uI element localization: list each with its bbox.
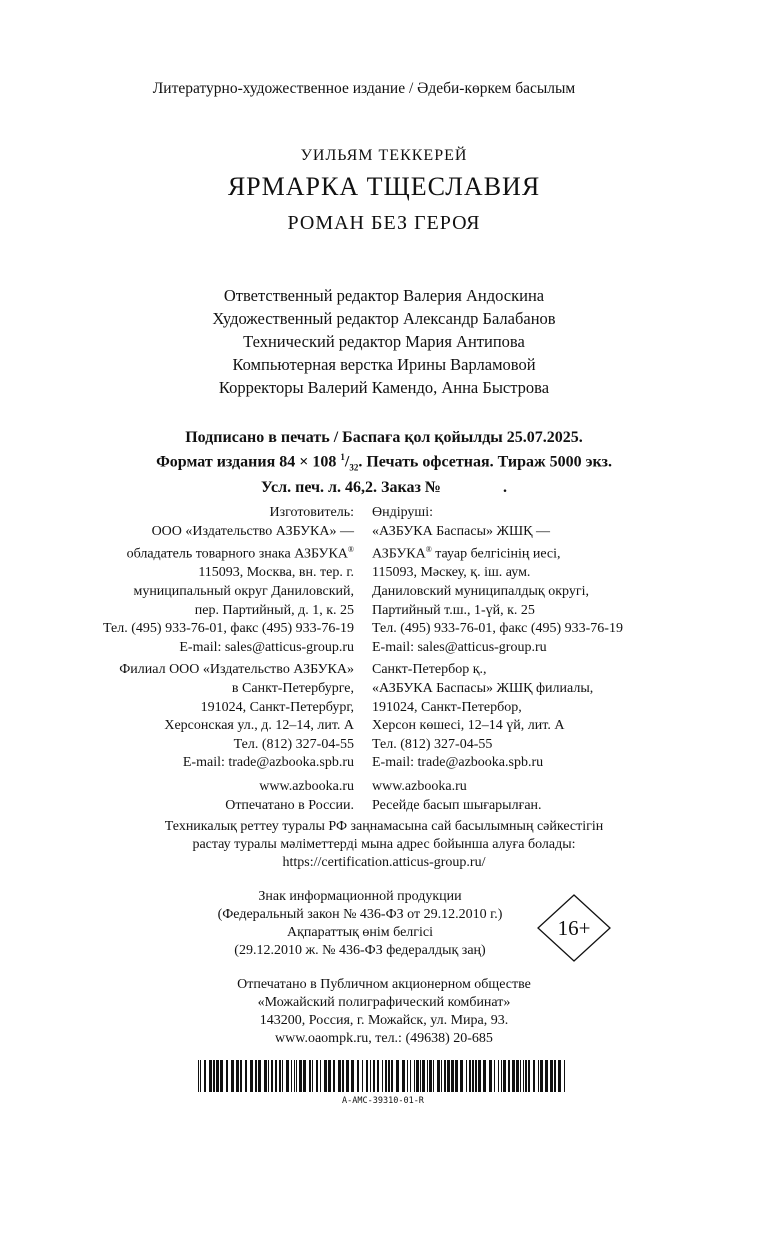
age-sign-text: [160, 888, 560, 960]
printer-line: www.oaompk.ru, тел.: (49638) 20-685: [275, 1031, 493, 1046]
barcode-bar: [385, 1060, 387, 1092]
barcode-bar: [429, 1060, 432, 1092]
barcode-bar: [503, 1060, 506, 1092]
barcode-bar: [466, 1060, 467, 1092]
cert-line: растау туралы мәліметтерді мына адрес бойынша алуға болады:: [192, 837, 576, 852]
barcode-bar: [388, 1060, 390, 1092]
barcode-bar: [351, 1060, 354, 1092]
barcode-icon: [198, 1060, 568, 1092]
barcode-bar: [245, 1060, 247, 1092]
barcode-bar: [231, 1060, 234, 1092]
barcode-bar: [271, 1060, 273, 1092]
barcode-bar: [427, 1060, 428, 1092]
credit-line: Корректоры Валерий Камендо, Анна Быстрова: [218, 378, 550, 397]
barcode-bar: [508, 1060, 510, 1092]
edition-type: Литературно-художественное издание / Әдеби-көркем басылым: [152, 80, 576, 97]
printed-in: Ресейде басып шығарылған.: [372, 797, 542, 813]
barcode-bar: [291, 1060, 292, 1092]
barcode-bar: [200, 1060, 201, 1092]
barcode-bar: [489, 1060, 492, 1092]
barcode-bar: [255, 1060, 257, 1092]
sign-line: (Федеральный закон № 436-ФЗ от 29.12.2010 г.): [217, 907, 503, 922]
barcode-bar: [460, 1060, 463, 1092]
barcode-bar: [366, 1060, 368, 1092]
book-subtitle: РОМАН БЕЗ ГЕРОЯ: [287, 212, 481, 234]
barcode-bar: [338, 1060, 341, 1092]
cert-line: Техникалық реттеу туралы РФ заңнамасына сай басылымның сәйкестігін: [164, 819, 604, 834]
barcode-bar: [469, 1060, 471, 1092]
branch-line: Санкт-Петербор қ.,: [372, 662, 487, 678]
printer-line: Отпечатано в Публичном акционерном обществе: [237, 977, 531, 992]
branch-line: E-mail: trade@azbooka.spb.ru: [372, 755, 544, 771]
barcode-bar: [564, 1060, 565, 1092]
barcode-bar: [279, 1060, 281, 1092]
address-line: 115093, Москва, вн. тер. г.: [198, 565, 354, 581]
barcode-bar: [258, 1060, 261, 1092]
address-line: Партийный т.ш., 1-үй, к. 25: [372, 602, 535, 618]
phone-line: Тел. (495) 933-76-01, факс (495) 933-76-19: [103, 621, 354, 637]
barcode-bar: [382, 1060, 383, 1092]
barcode-bar: [455, 1060, 458, 1092]
barcode-bar: [475, 1060, 477, 1092]
barcode-bar: [294, 1060, 295, 1092]
barcode-bar: [525, 1060, 527, 1092]
barcode-bar: [402, 1060, 405, 1092]
barcode-bar: [299, 1060, 302, 1092]
barcode-bar: [316, 1060, 318, 1092]
format-line: Формат издания 84 × 108 $^1/_{32}$. Печать офсетная. Тираж 5000 экз.: [156, 451, 612, 473]
barcode-bar: [309, 1060, 311, 1092]
address-line: Даниловский муниципалдық округі,: [372, 584, 589, 600]
manufacturer-ru: [103, 504, 354, 815]
printer-line: 143200, Россия, г. Можайск, ул. Мира, 93.: [259, 1013, 509, 1028]
barcode-bar: [391, 1060, 393, 1092]
book-author: УИЛЬЯМ ТЕККЕРЕЙ: [300, 147, 468, 164]
barcode-bar: [198, 1060, 199, 1092]
signed-date: Подписано в печать / Баспаға қол қойылды 25.07.2025.: [185, 429, 583, 446]
certification-note: [0, 818, 768, 872]
barcode-bar: [250, 1060, 253, 1092]
barcode-bar: [501, 1060, 502, 1092]
barcode-bar: [264, 1060, 267, 1092]
age-rating-badge: [537, 894, 611, 962]
barcode-bar: [373, 1060, 375, 1092]
branch-line: 191024, Санкт-Петербор,: [372, 699, 522, 715]
barcode-bar: [213, 1060, 215, 1092]
barcode-code: A-AMC-39310-01-R: [342, 1096, 424, 1106]
branch-line: Тел. (812) 327-04-55: [372, 736, 493, 752]
barcode-bar: [220, 1060, 223, 1092]
barcode-bar: [451, 1060, 454, 1092]
address-line: обладатель товарного знака АЗБУКА®: [126, 545, 354, 562]
sign-line: Ақпараттық өнім белгісі: [286, 925, 434, 940]
barcode-bar: [342, 1060, 344, 1092]
barcode-bar: [533, 1060, 535, 1092]
barcode-bar: [540, 1060, 543, 1092]
barcode-bar: [296, 1060, 297, 1092]
book-title: ЯРМАРКА ТЩЕСЛАВИЯ: [227, 172, 541, 201]
barcode-bar: [441, 1060, 442, 1092]
address-line: муниципальный округ Даниловский,: [133, 584, 354, 600]
barcode-bar: [545, 1060, 548, 1092]
barcode-bar: [437, 1060, 440, 1092]
barcode-bar: [554, 1060, 556, 1092]
barcode-bar: [494, 1060, 495, 1092]
printer-line: «Можайский полиграфический комбинат»: [257, 995, 511, 1010]
barcode-bar: [370, 1060, 371, 1092]
email-line: E-mail: sales@atticus-group.ru: [372, 639, 547, 655]
barcode-bar: [333, 1060, 335, 1092]
branch-line: «АЗБУКА Баспасы» ЖШҚ филиалы,: [372, 681, 594, 696]
sign-line: (29.12.2010 ж. № 436-ФЗ федералдық заң): [234, 943, 486, 958]
branch-line: 191024, Санкт-Петербург,: [200, 699, 354, 715]
address-line: пер. Партийный, д. 1, к. 25: [194, 602, 354, 618]
credit-line: Технический редактор Мария Антипова: [243, 332, 525, 351]
barcode-bar: [312, 1060, 313, 1092]
barcode-bar: [512, 1060, 515, 1092]
address-line: ООО «Издательство АЗБУКА» —: [151, 523, 354, 539]
barcode-bar: [416, 1060, 419, 1092]
barcode-bar: [240, 1060, 242, 1092]
publication-info: [0, 428, 768, 497]
barcode-bar: [362, 1060, 363, 1092]
printed-in: Отпечатано в России.: [225, 797, 354, 813]
age-rating-label: 16+: [557, 916, 591, 940]
branch-line: Херсон көшесі, 12–14 үй, лит. А: [372, 718, 565, 734]
phone-line: Тел. (495) 933-76-01, факс (495) 933-76-19: [372, 621, 623, 637]
barcode-bar: [216, 1060, 219, 1092]
sheets-line: Усл. печ. л. 46,2. Заказ № .: [261, 478, 507, 496]
barcode-bar: [483, 1060, 486, 1092]
address-line: «АЗБУКА Баспасы» ЖШҚ —: [372, 523, 550, 539]
barcode-bar: [433, 1060, 434, 1092]
barcode-bar: [538, 1060, 539, 1092]
barcode-bar: [422, 1060, 425, 1092]
barcode-bar: [346, 1060, 349, 1092]
barcode-bar: [396, 1060, 399, 1092]
manufacturer-heading: Өндіруші:: [372, 505, 433, 520]
website: www.azbooka.ru: [372, 778, 467, 794]
barcode-bar: [447, 1060, 450, 1092]
branch-line: E-mail: trade@azbooka.spb.ru: [182, 755, 354, 771]
barcode-bar: [420, 1060, 421, 1092]
barcode-bar: [550, 1060, 553, 1092]
barcode-bar: [414, 1060, 415, 1092]
barcode-bar: [407, 1060, 408, 1092]
manufacturer-heading: Изготовитель:: [269, 505, 354, 520]
barcode-bar: [303, 1060, 306, 1092]
barcode-bar: [528, 1060, 530, 1092]
address-line: АЗБУКА® тауар белгісінің иесі,: [372, 545, 561, 562]
barcode-bar: [478, 1060, 481, 1092]
address-line: 115093, Мәскеу, қ. іш. аум.: [372, 565, 531, 581]
barcode-bar: [410, 1060, 411, 1092]
email-line: E-mail: sales@atticus-group.ru: [179, 639, 354, 655]
barcode-bar: [324, 1060, 327, 1092]
barcode-bar: [516, 1060, 519, 1092]
credit-line: Компьютерная верстка Ирины Варламовой: [232, 355, 536, 374]
registered-mark: ®: [347, 545, 354, 555]
cert-url: https://certification.atticus-group.ru/: [282, 855, 486, 870]
barcode-bar: [204, 1060, 206, 1092]
editorial-credits: [0, 284, 768, 399]
printer-info: [0, 976, 768, 1048]
barcode-bar: [444, 1060, 446, 1092]
manufacturer-kz: [372, 504, 623, 815]
branch-line: Филиал ООО «Издательство АЗБУКА»: [119, 662, 354, 678]
barcode-bar: [558, 1060, 561, 1092]
barcode-bar: [226, 1060, 228, 1092]
barcode-bar: [286, 1060, 289, 1092]
diamond-icon: [537, 894, 611, 962]
barcode-bar: [320, 1060, 321, 1092]
credit-line: Художественный редактор Александр Балабанов: [212, 309, 556, 328]
barcode-bar: [209, 1060, 212, 1092]
credit-line: Ответственный редактор Валерия Андоскина: [223, 286, 545, 305]
branch-line: в Санкт-Петербурге,: [231, 681, 354, 696]
barcode-bar: [275, 1060, 277, 1092]
barcode-bar: [523, 1060, 524, 1092]
sign-line: Знак информационной продукции: [258, 889, 462, 904]
barcode-bar: [236, 1060, 239, 1092]
branch-line: Тел. (812) 327-04-55: [233, 736, 354, 752]
barcode-bar: [328, 1060, 331, 1092]
branch-line: Херсонская ул., д. 12–14, лит. А: [164, 718, 354, 734]
registered-mark: ®: [425, 545, 432, 555]
barcode-bar: [377, 1060, 379, 1092]
barcode-bar: [498, 1060, 499, 1092]
barcode-bar: [282, 1060, 283, 1092]
barcode-bar: [520, 1060, 521, 1092]
barcode-bar: [268, 1060, 269, 1092]
website: www.azbooka.ru: [259, 778, 354, 794]
barcode-bar: [357, 1060, 359, 1092]
barcode-bar: [472, 1060, 474, 1092]
